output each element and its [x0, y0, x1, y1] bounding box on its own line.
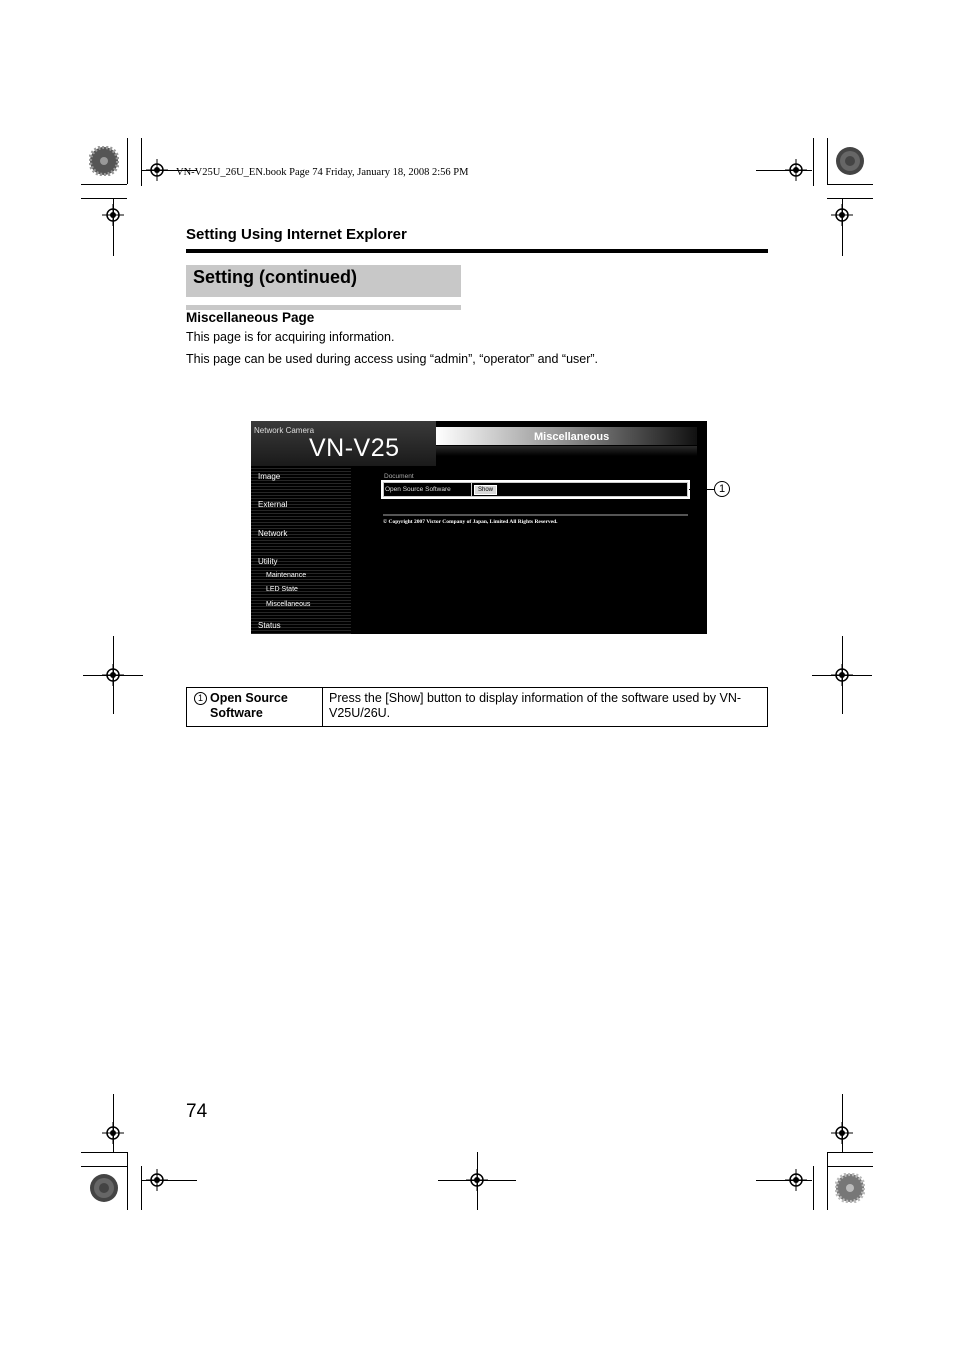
content-divider	[383, 514, 688, 516]
show-button[interactable]: Show	[474, 485, 497, 495]
color-wheel-icon	[835, 1173, 865, 1203]
body-text-line: This page is for acquiring information.	[186, 330, 395, 344]
camera-model: VN-V25	[309, 434, 400, 462]
document-section-label: Document	[384, 473, 414, 480]
section-title: Setting (continued)	[193, 267, 357, 287]
registration-target-icon	[831, 664, 853, 686]
callout-leader-line	[689, 489, 714, 490]
registration-target-icon	[102, 1122, 124, 1144]
page-title: Miscellaneous	[534, 431, 610, 443]
sidebar-item-utility[interactable]: Utility	[258, 557, 278, 566]
registration-target-icon	[785, 159, 807, 181]
sidebar-item-status[interactable]: Status	[258, 621, 281, 630]
registration-target-icon	[466, 1169, 488, 1191]
registration-target-icon	[102, 664, 124, 686]
print-info: VN-V25U_26U_EN.book Page 74 Friday, January 18, 2008 2:56 PM	[176, 167, 469, 178]
callout-number: 1	[714, 481, 730, 497]
table-description: Press the [Show] button to display information of the software used by VN-V25U/26U.	[329, 691, 742, 720]
sidebar-item-external[interactable]: External	[258, 500, 288, 509]
sidebar-item-image[interactable]: Image	[258, 472, 281, 481]
registration-target-icon	[785, 1169, 807, 1191]
table-term: Open Source Software	[210, 691, 288, 720]
color-wheel-icon	[835, 146, 865, 176]
sidebar-item-network[interactable]: Network	[258, 529, 288, 538]
camera-settings-screenshot	[251, 421, 707, 634]
page-number: 74	[186, 1101, 208, 1122]
open-source-label: Open Source Software	[385, 486, 451, 493]
callout-highlight	[381, 480, 690, 499]
header-rule	[186, 249, 768, 253]
registration-target-icon	[831, 204, 853, 226]
subsection-title: Miscellaneous Page	[186, 310, 315, 325]
header-title: Setting Using Internet Explorer	[186, 226, 407, 243]
body-text-line: This page can be used during access using “admin”, “operator” and “user”.	[186, 352, 599, 366]
copyright-text: © Copyright 2007 Victor Company of Japan, Limited All Rights Reserved.	[383, 519, 558, 525]
color-wheel-icon	[89, 146, 119, 176]
page-title-strip	[436, 446, 697, 456]
registration-target-icon	[146, 159, 168, 181]
sidebar-item-maintenance[interactable]: Maintenance	[266, 572, 307, 579]
registration-target-icon	[102, 204, 124, 226]
registration-target-icon	[146, 1169, 168, 1191]
color-wheel-icon	[89, 1173, 119, 1203]
table-column-divider	[322, 688, 323, 726]
registration-target-icon	[831, 1122, 853, 1144]
sidebar-item-miscellaneous[interactable]: Miscellaneous	[266, 601, 311, 608]
sidebar	[251, 466, 351, 634]
sidebar-item-led-state[interactable]: LED State	[266, 586, 298, 593]
description-table	[186, 687, 768, 727]
camera-brand: Network Camera	[254, 426, 315, 435]
table-item-number: 1	[194, 692, 207, 705]
